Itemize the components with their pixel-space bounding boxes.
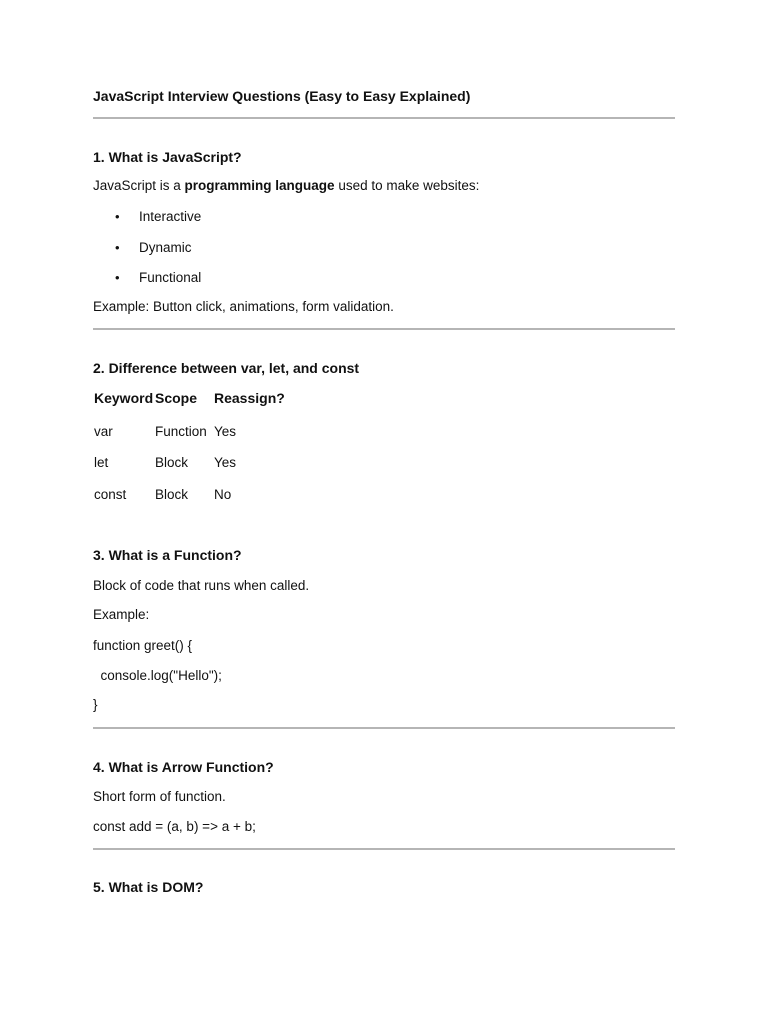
table-cell: Block bbox=[155, 455, 189, 470]
intro-bold-text: programming language bbox=[184, 178, 335, 193]
table-cell: No bbox=[214, 487, 232, 502]
code-line: } bbox=[93, 697, 98, 712]
intro-text-end: used to make websites: bbox=[334, 178, 480, 193]
divider bbox=[93, 117, 675, 119]
section-3-example-label: Example: bbox=[93, 607, 150, 622]
divider bbox=[93, 328, 675, 330]
section-1-example: Example: Button click, animations, form validation. bbox=[93, 299, 394, 314]
section-5-heading: 5. What is DOM? bbox=[93, 879, 204, 895]
table-cell: Yes bbox=[214, 424, 237, 439]
section-1-intro bbox=[93, 178, 479, 193]
divider bbox=[93, 727, 675, 729]
intro-text: JavaScript is a bbox=[93, 178, 185, 193]
section-4-desc: Short form of function. bbox=[93, 789, 226, 804]
table-header-scope: Scope bbox=[155, 390, 198, 406]
table-cell: Function bbox=[155, 424, 207, 439]
table-cell: let bbox=[94, 455, 109, 470]
section-4-heading: 4. What is Arrow Function? bbox=[93, 759, 274, 775]
divider bbox=[93, 848, 675, 850]
table-header-keyword: Keyword bbox=[94, 390, 154, 406]
table-header-reassign: Reassign? bbox=[214, 390, 285, 406]
section-2-heading: 2. Difference between var, let, and const bbox=[93, 360, 360, 376]
code-line: const add = (a, b) => a + b; bbox=[93, 819, 256, 834]
code-line: console.log("Hello"); bbox=[93, 668, 222, 683]
table-cell: Yes bbox=[214, 455, 237, 470]
section-3-desc: Block of code that runs when called. bbox=[93, 578, 310, 593]
list-item: Dynamic bbox=[139, 240, 192, 255]
table-cell: var bbox=[94, 424, 113, 439]
table-cell: const bbox=[94, 487, 127, 502]
section-1-heading: 1. What is JavaScript? bbox=[93, 149, 242, 165]
section-3-heading: 3. What is a Function? bbox=[93, 547, 242, 563]
code-line: function greet() { bbox=[93, 638, 193, 653]
bullet-icon: • bbox=[115, 240, 120, 255]
table-cell: Block bbox=[155, 487, 189, 502]
document-title: JavaScript Interview Questions (Easy to Easy Explained) bbox=[93, 88, 471, 104]
bullet-icon: • bbox=[115, 209, 120, 224]
bullet-icon: • bbox=[115, 270, 120, 285]
list-item: Functional bbox=[139, 270, 202, 285]
list-item: Interactive bbox=[139, 209, 202, 224]
